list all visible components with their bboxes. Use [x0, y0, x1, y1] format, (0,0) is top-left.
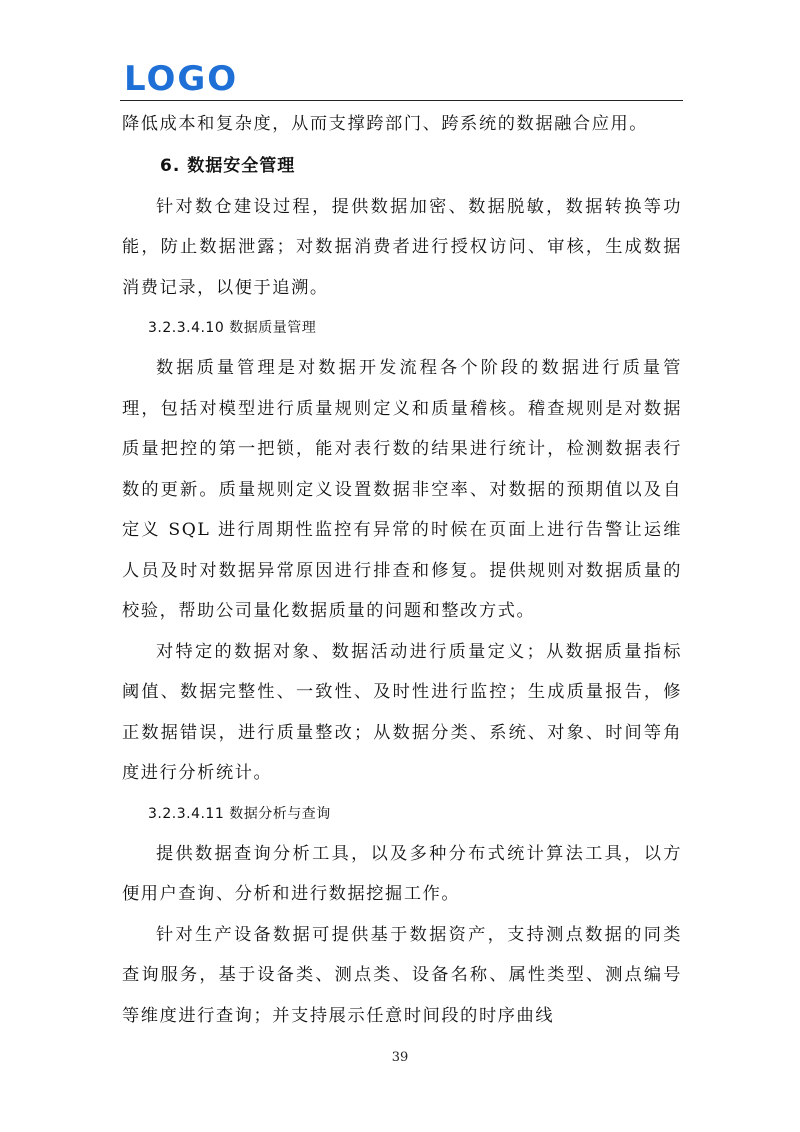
document-body — [122, 104, 682, 1036]
section-heading: 6. 数据安全管理 — [160, 155, 296, 176]
header-divider — [120, 100, 683, 101]
paragraph: 针对数仓建设过程，提供数据加密、数据脱敏，数据转换等功能，防止数据泄露；对数据消费者进行授权访问、审核，生成数据消费记录，以便于追溯。 — [122, 196, 682, 298]
page-number: 39 — [391, 1050, 409, 1065]
paragraph: 数据质量管理是对数据开发流程各个阶段的数据进行质量管理，包括对模型进行质量规则定义和质量稽核。稽查规则是对数据质量把控的第一把锁，能对表行数的结果进行统计，检测数据表行数的更新。质量规则定义设置数据非空率、对数据的预期值以及自定义 SQL 进行周期性监控有异常的时候在页面上进行告警让运维人员及时对数据异常原因进行排查和修复。提供规则对数据质量的校验，帮助公司量化数据质量的问题和整改方式。 — [122, 358, 682, 621]
paragraph: 对特定的数据对象、数据活动进行质量定义；从数据质量指标阈值、数据完整性、一致性、及时性进行监控；生成质量报告，修正数据错误，进行质量整改；从数据分类、系统、对象、时间等角度进行分析统计。 — [122, 641, 682, 783]
paragraph: 降低成本和复杂度，从而支撑跨部门、跨系统的数据融合应用。 — [122, 114, 649, 134]
subsection-heading: 3.2.3.4.11 数据分析与查询 — [148, 805, 331, 822]
paragraph: 提供数据查询分析工具，以及多种分布式统计算法工具，以方便用户查询、分析和进行数据挖掘工作。 — [122, 843, 682, 904]
logo: LOGO — [124, 59, 239, 99]
subsection-heading: 3.2.3.4.10 数据质量管理 — [148, 320, 317, 336]
paragraph: 针对生产设备数据可提供基于数据资产，支持测点数据的同类查询服务，基于设备类、测点类、设备名称、属性类型、测点编号等维度进行查询；并支持展示任意时间段的时序曲线 — [122, 924, 682, 1026]
